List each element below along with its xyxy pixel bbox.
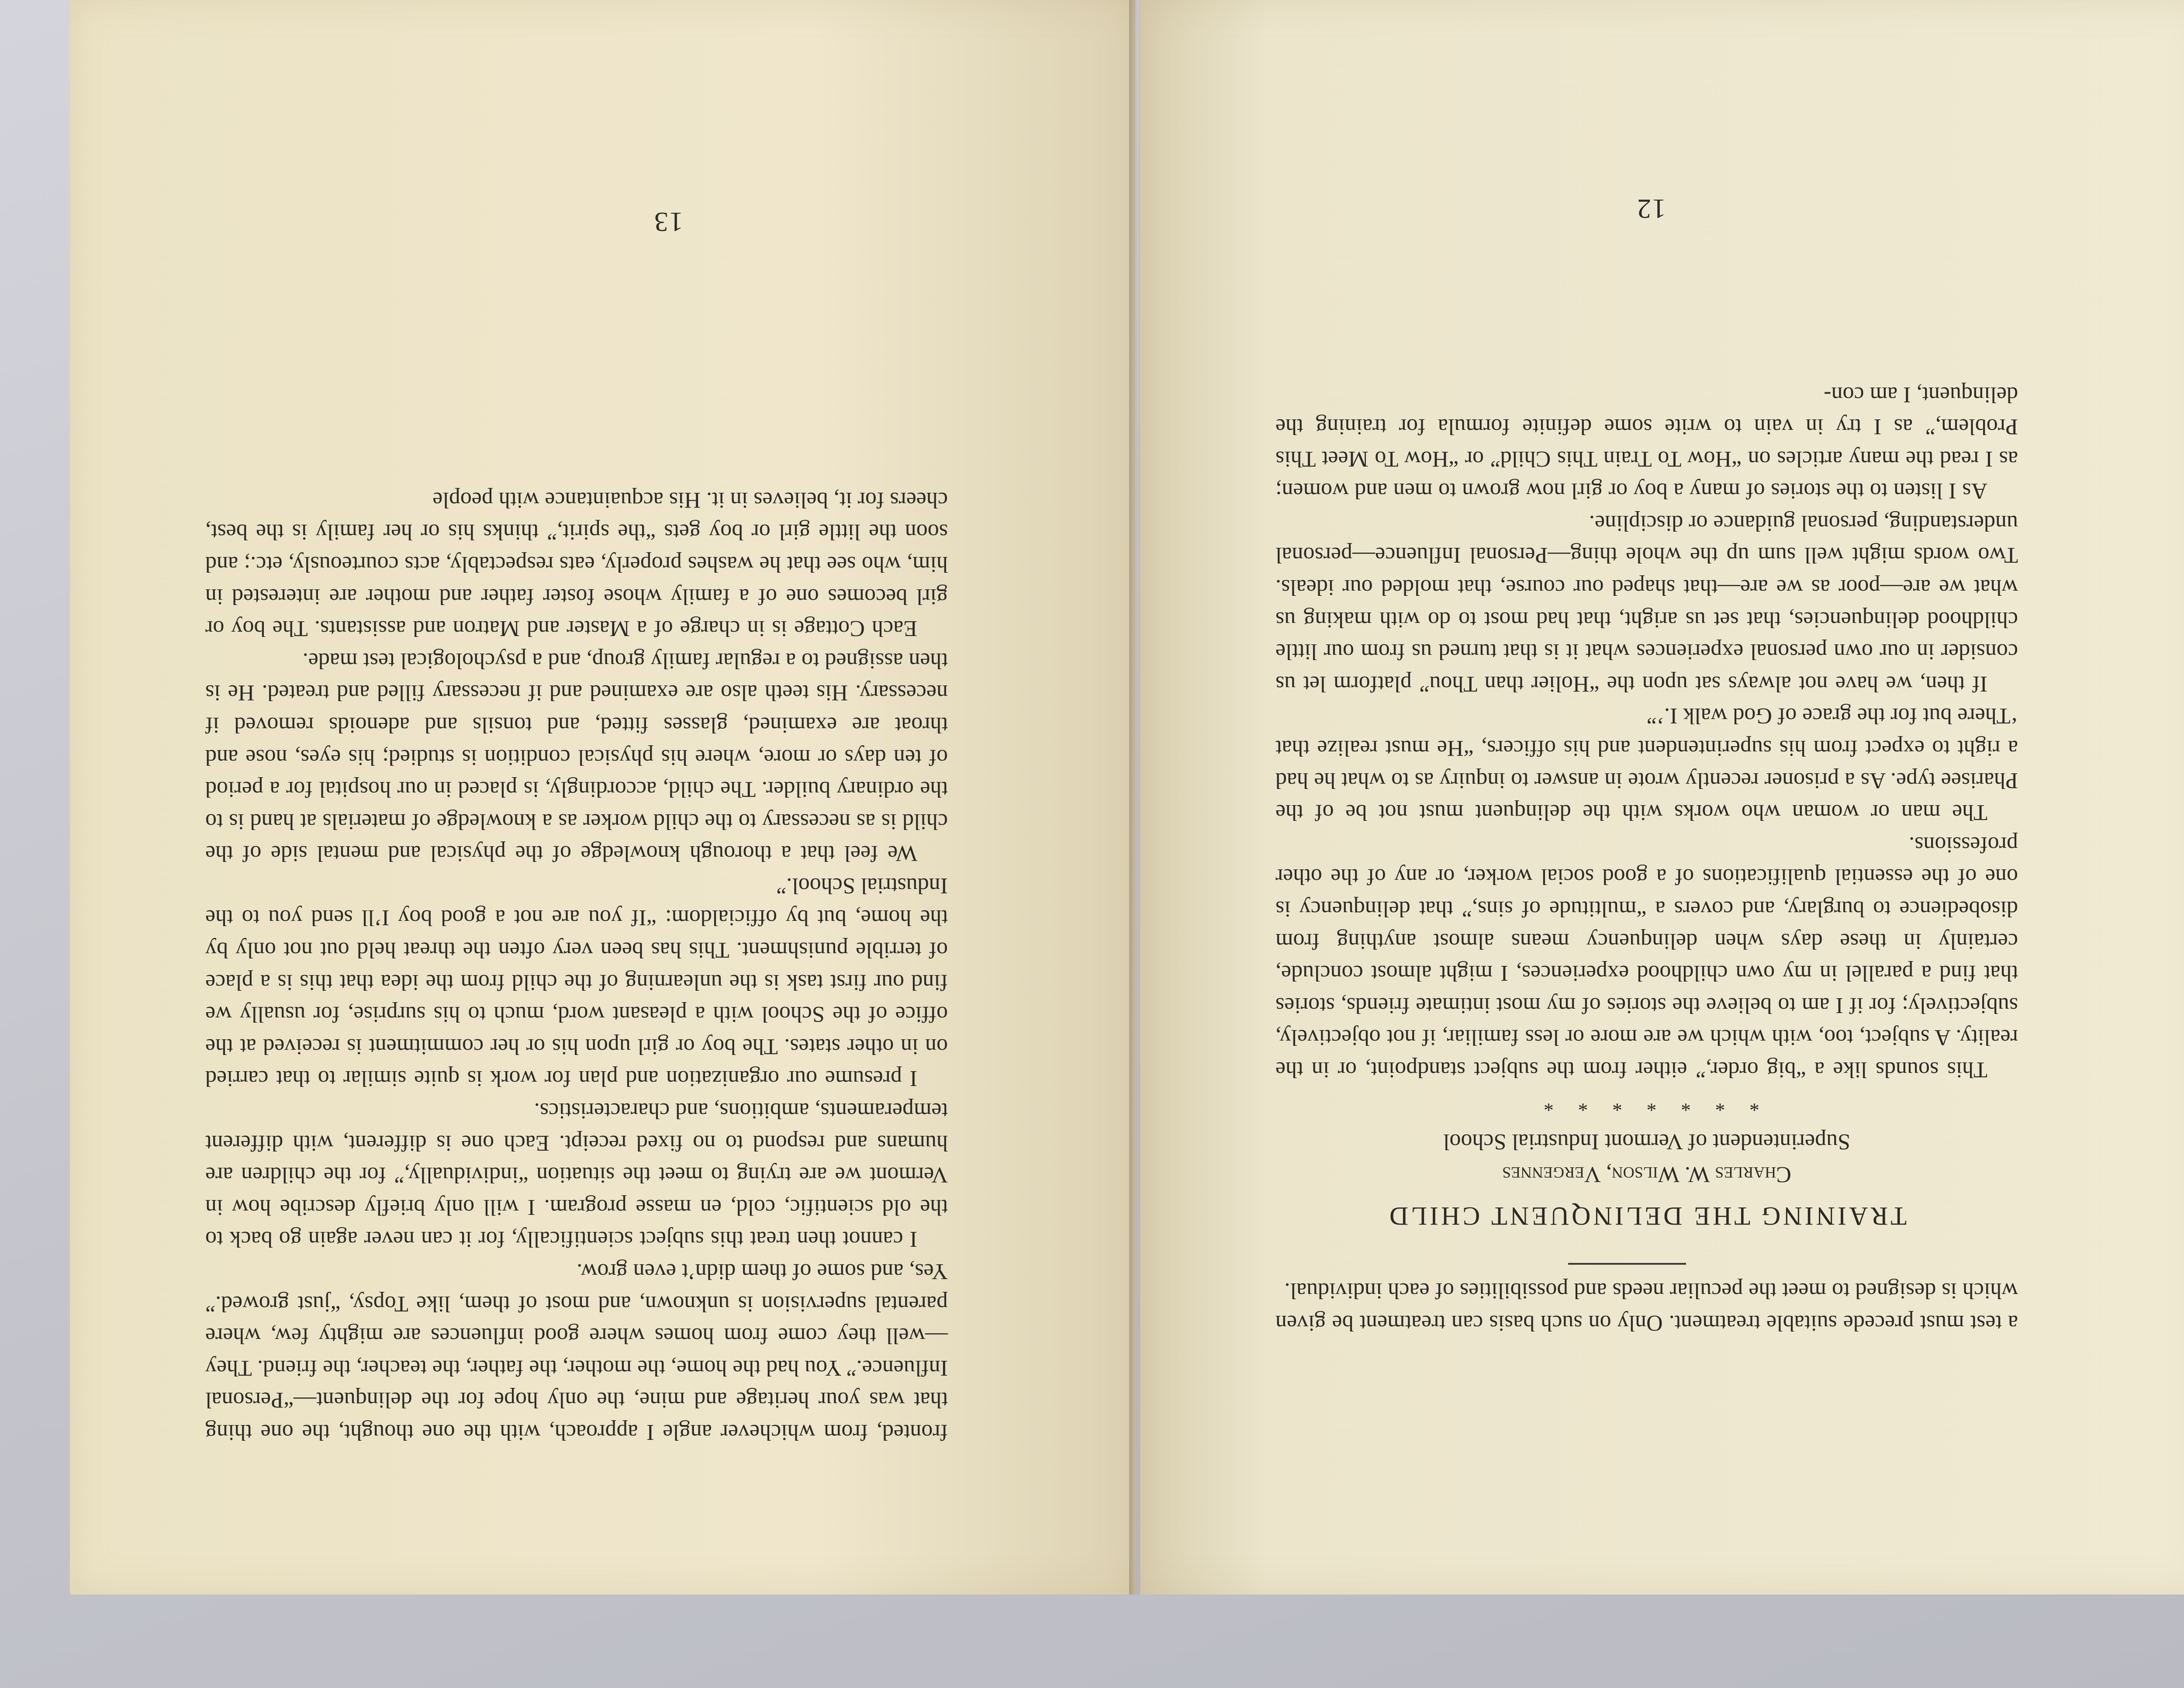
section-separator: * * * * * * *	[1534, 1093, 1759, 1116]
left-page	[70, 0, 1136, 1595]
right-paragraph: This sounds like a “big order,” either from the subject standpoint, or in the reality. A subject, too, with which we are more or less familiar, if not objectively, subjectively; for if I am to believe the stories of my most intimate friends, stories that find a parallel in my own childhood experiences, I might almost conclude, certainly in these days when delinquency means almost anything from disobedience to burglary, and covers a “multitude of sins,” that delinquency is one of the essential qualifications of a good social worker, or any of the other professions.	[1275, 832, 2018, 1082]
right-page	[1140, 0, 2184, 1595]
opening-paragraph: a test must precede suitable treatment. Only on such basis can treatment be given which is designed to meet the peculiar needs and possibilities of each individual.	[1275, 1278, 2018, 1335]
right-page-number: 12	[1636, 194, 1666, 225]
right-paragraph: As I listen to the stories of many a boy or girl now grown to men and women; as I read the many articles on “How To Train This Child” or “How To Meet This Problem,” as I try in vain to write some definite formula for training the delinquent, I am con-	[1275, 382, 2018, 504]
left-paragraph: I cannot then treat this subject scientifically, for it can never again go back to the old scientific, cold, en masse program. I will only briefly describe how in Vermont we are trying to meet the situation “individually,” for the children are humans and respond to no fixed receipt. Each one is different, with different temperaments, ambitions, and characteristics.	[205, 1098, 948, 1252]
left-paragraph: I presume our organization and plan for work is quite similar to that carried on in other states. The boy or girl upon his or her commitment is received at the office of the School with a pleasant word, much to his surprise, for usually we find our first task is the unlearning of the child from the idea that this is a place of terrible punishment. This has been very often the threat held out not only by the home, but by officialdom: “If you are not a good boy I’ll send you to the Industrial School.”	[205, 873, 948, 1091]
article-author: Charles W. Wilson, Vergennes	[1502, 1162, 1791, 1187]
left-paragraph: fronted, from whichever angle I approach, with the one thought, the one thing that was your heritage and mine, the only hope for the delinquent—“Personal Influence.” You had the home, the mother, the father, the teacher, the friend. They—well they come from homes where good influences are mighty few, where parental supervision is unknown, and most of them, like Topsy, “just growed.” Yes, and some of them didn’t even grow.	[205, 1259, 948, 1445]
left-page-content	[70, 0, 1136, 1595]
left-page-body	[205, 484, 948, 1448]
article-title: TRAINING THE DELINQUENT CHILD	[1387, 1202, 1907, 1231]
author-affiliation: Superintendent of Vermont Industrial School	[1443, 1129, 1851, 1154]
right-paragraph: If then, we have not always sat upon the “Holier than Thou” platform let us consider in our own personal experiences what it is that turned us from our little childhood delinquencies, that set us aright, that had most to do with making us what we are—poor as we are—that shaped our course, that molded our ideals. Two words might well sum up the whole thing—Personal Influence—personal understanding, personal guidance or discipline.	[1275, 510, 2018, 696]
left-paragraph: Each Cottage is in charge of a Master and Matron and assistants. The boy or girl becomes one of a family whose foster father and mother are interested in him, who see that he washes properly, eats respectably, acts courteously, etc.; and soon the little girl or boy gets “the spirit,” thinks his or her family is the best, cheers for it, believes in it. His acquaintance with people	[205, 487, 948, 641]
right-page-content	[1140, 0, 2184, 1595]
left-paragraph: We feel that a thorough knowledge of the physical and mental side of the child is as necessary to the child worker as a knowledge of materials at hand is to the ordinary builder. The child, accordingly, is placed in our hospital for a period of ten days or more, where his physical condition is studied; his eyes, nose and throat are examined, glasses fitted, and tonsils and adenoids removed if necessary. His teeth also are examined and if necessary filled and treated. He is then assigned to a regular family group, and a psychological test made.	[205, 648, 948, 866]
title-rule	[1568, 1263, 1686, 1265]
left-page-number: 13	[653, 207, 683, 238]
right-page-body	[1275, 378, 2018, 1086]
right-paragraph: The man or woman who works with the delinquent must not be of the Pharisee type. As a prisoner recently wrote in answer to inquiry as to what he had a right to expect from his superintendent and his officers, “He must realize that ‘There but for the grace of God walk I.’”	[1275, 703, 2018, 825]
